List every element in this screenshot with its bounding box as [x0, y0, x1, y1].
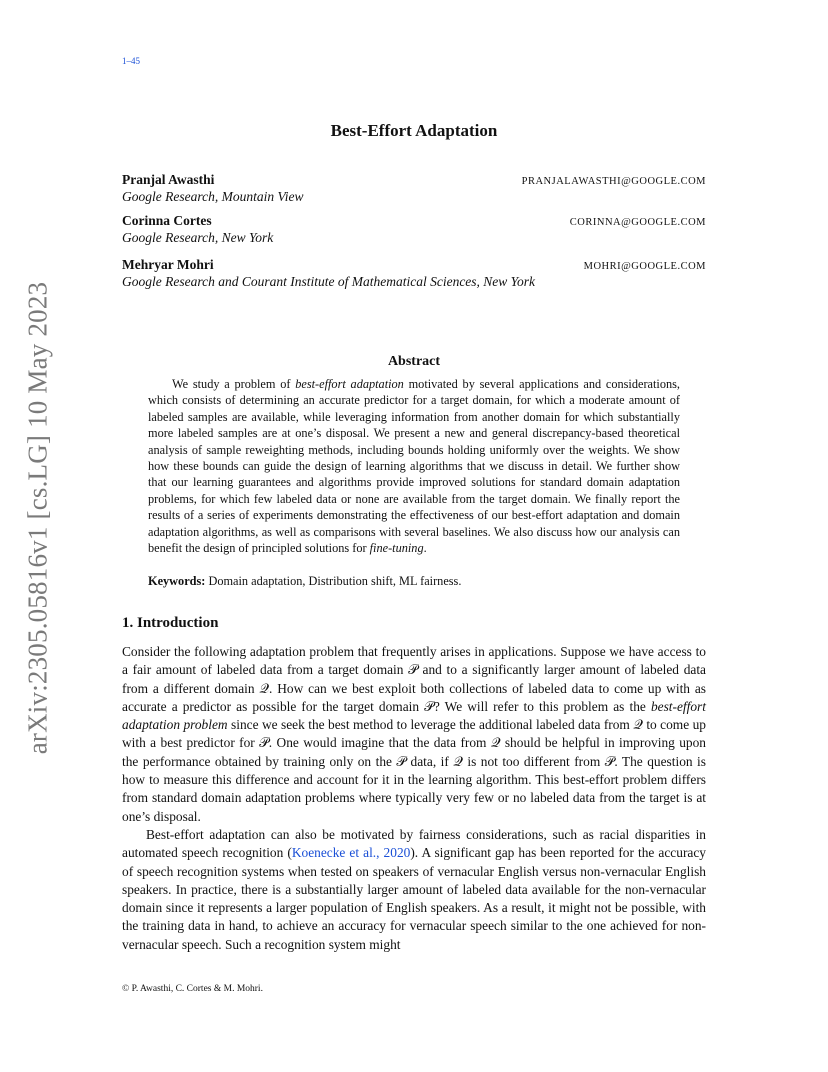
author-affiliation: Google Research and Courant Institute of Mathematical Sciences, New York [122, 274, 535, 289]
author-email: PRANJALAWASTHI@GOOGLE.COM [521, 176, 706, 187]
introduction-text [122, 643, 706, 954]
author-name: Corinna Cortes [122, 213, 212, 228]
paper-title: Best-Effort Adaptation [330, 121, 498, 140]
author-email: CORINNA@GOOGLE.COM [569, 217, 706, 228]
author-affiliation: Google Research, Mountain View [122, 189, 304, 204]
page-number: 1–45 [122, 56, 140, 66]
keywords: Keywords: Domain adaptation, Distribution shift, ML fairness. [148, 574, 462, 588]
abstract-text: We study a problem of best-effort adaptation motivated by several applications and considerations, which consists of determining an accurate predictor for a target domain, for which a moderate amount of labeled samples are available, while leveraging information from another domain for which substantially more labeled samples are at one’s disposal. We present a new and general discrepancy-based theoretical analysis of sample reweighting methods, including bounds holding uniformly over the weights. We show how these bounds can guide the design of learning algorithms that we discuss in detail. We further show that our learning guarantees and algorithms provide improved solutions for standard domain adaptation problems, for which few labeled data or none are available from the target domain. We finally report the results of a series of experiments demonstrating the effectiveness of our best-effort adaptation and domain adaptation algorithms, as well as comparisons with several baselines. We also discuss how our analysis can benefit the design of principled solutions for fine-tuning. [148, 377, 680, 556]
author-block [122, 257, 706, 290]
abstract-heading: Abstract [387, 354, 441, 369]
author-affiliation: Google Research, New York [122, 230, 274, 245]
section-heading: 1. Introduction [122, 615, 219, 631]
arxiv-stamp: arXiv:2305.05816v1 [cs.LG] 10 May 2023 [22, 281, 53, 755]
citation-link[interactable]: Koenecke et al., 2020 [291, 845, 411, 861]
author-name: Pranjal Awasthi [122, 172, 215, 187]
author-block [122, 172, 706, 205]
author-block [122, 213, 706, 246]
author-email: MOHRI@GOOGLE.COM [583, 261, 706, 272]
footer-copyright: © P. Awasthi, C. Cortes & M. Mohri. [122, 984, 263, 994]
paragraph: Best-effort adaptation can also be motivated by fairness considerations, such as racial disparities in automated speech recognition (Koenecke et al., 2020). A significant gap has been reported for the accuracy of speech recognition systems when tested on speakers of vernacular English versus non-vernacular English speakers. In practice, there is a substantially larger amount of labeled data available for the non-vernacular domain since it represents a larger population of English speakers. As a result, it might not be possible, with the training data in hand, to achieve an accuracy for vernacular speech similar to the one achieved for non-vernacular speech. Such a recognition system might [122, 826, 706, 952]
author-name: Mehryar Mohri [122, 257, 214, 272]
paragraph: Consider the following adaptation problem that frequently arises in applications. Suppose we have access to a fair amount of labeled data from a target domain 𝒫 and to a significantly larger amount of labeled data from a different domain 𝒬. How can we best exploit both collections of labeled data to come up with as accurate a predictor as possible for the target domain 𝒫? We will refer to this problem as the best-effort adaptation problem since we seek the best method to leverage the additional labeled data from 𝒬 to come up with a best predictor for 𝒫. One would imagine that the data from 𝒬 should be helpful in improving upon the performance obtained by training only on the 𝒫 data, if 𝒬 is not too different from 𝒫. The question is how to measure this difference and account for it in the learning algorithm. This best-effort problem differs from standard domain adaptation problems where typically very few or no labeled data from the target is at one’s disposal. [122, 644, 706, 824]
